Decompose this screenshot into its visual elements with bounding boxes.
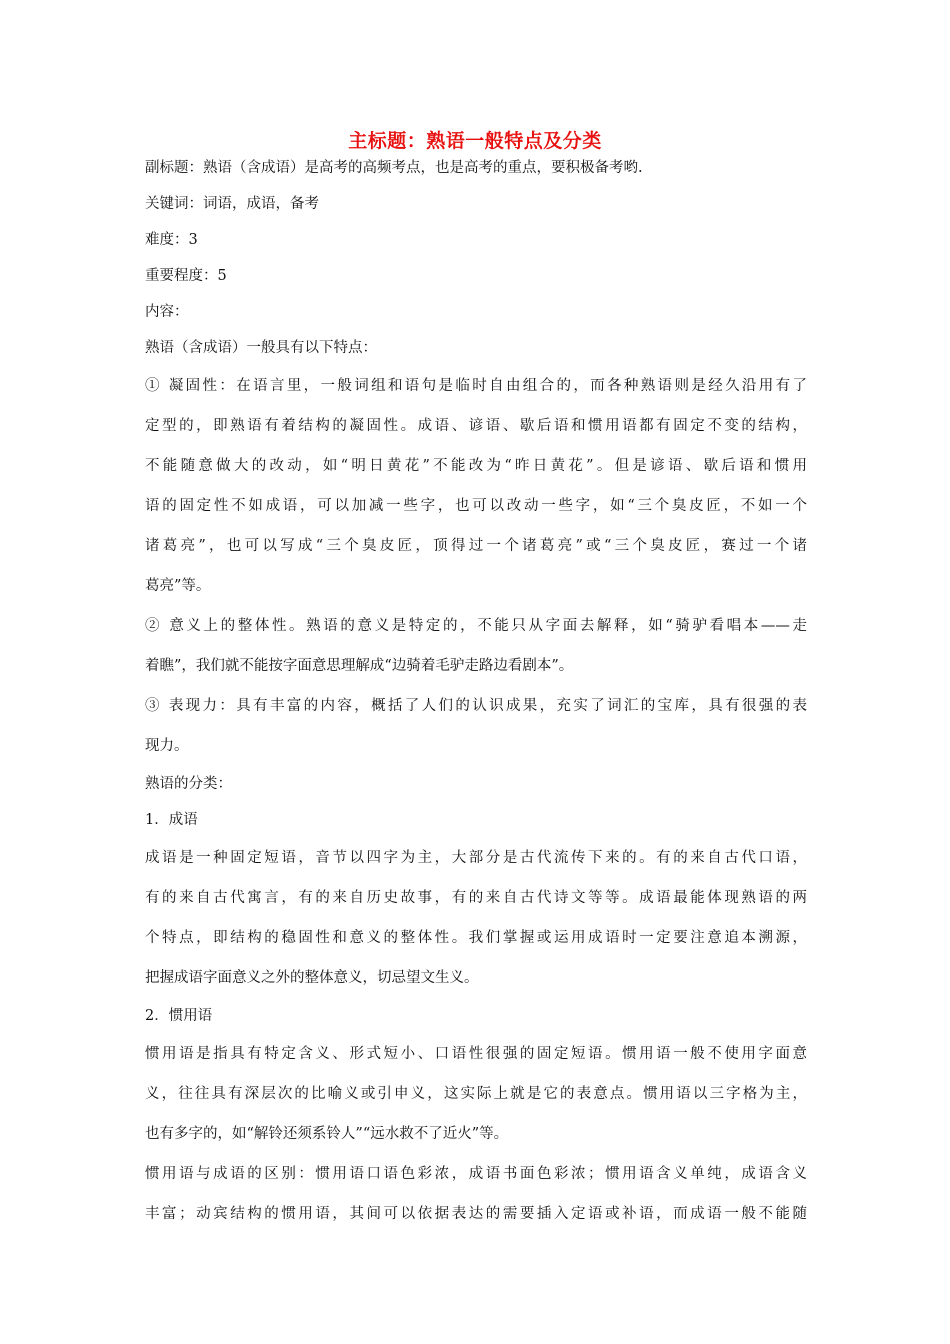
difference-paragraph	[145, 1154, 807, 1234]
feature-paragraph-2	[145, 606, 807, 686]
paragraph-line: 义，往往具有深层次的比喻义或引申义，这实际上就是它的表意点。惯用语以三字格为主，	[145, 1086, 807, 1102]
feature-paragraph-1	[145, 366, 807, 606]
paragraph-line: 葛亮”等。	[145, 578, 211, 594]
paragraph-line: 把握成语字面意义之外的整体意义，切忌望文生义。	[145, 970, 479, 986]
main-title: 主标题：熟语一般特点及分类	[348, 130, 602, 152]
content-label: 内容：	[145, 304, 189, 320]
section-idiomatic-phrases	[145, 998, 807, 1154]
importance: 重要程度：5	[145, 268, 227, 284]
paragraph-line: 个特点，即结构的稳固性和意义的整体性。我们掌握或运用成语时一定要注意追本溯源，	[145, 930, 807, 946]
paragraph-line: ③ 表现力：具有丰富的内容，概括了人们的认识成果，充实了词汇的宝库，具有很强的表	[145, 698, 807, 714]
paragraph-line: 惯用语与成语的区别：惯用语口语色彩浓，成语书面色彩浓；惯用语含义单纯，成语含义	[145, 1166, 807, 1182]
paragraph-line: 诸葛亮”，也可以写成“三个臭皮匠，顶得过一个诸葛亮”或“三个臭皮匠，赛过一个诸	[145, 538, 807, 554]
paragraph-line: ② 意义上的整体性。熟语的意义是特定的，不能只从字面去解释，如“骑驴看唱本——走	[145, 618, 807, 634]
paragraph-line: 成语是一种固定短语，音节以四字为主，大部分是古代流传下来的。有的来自古代口语，	[145, 850, 807, 866]
difficulty: 难度：3	[145, 232, 198, 248]
section-heading: 2．惯用语	[145, 1008, 213, 1024]
paragraph-line: 丰富；动宾结构的惯用语，其间可以依据表达的需要插入定语或补语，而成语一般不能随	[145, 1206, 807, 1222]
section-idioms	[145, 802, 807, 998]
paragraph-line: 惯用语是指具有特定含义、形式短小、口语性很强的固定短语。惯用语一般不使用字面意	[145, 1046, 807, 1062]
paragraph-line: 不能随意做大的改动，如“明日黄花”不能改为“昨日黄花”。但是谚语、歇后语和惯用	[145, 458, 807, 474]
classification-label: 熟语的分类：	[145, 776, 232, 792]
keywords: 关键词：词语，成语，备考	[145, 196, 319, 212]
paragraph-line: 有的来自古代寓言，有的来自历史故事，有的来自古代诗文等等。成语最能体现熟语的两	[145, 890, 807, 906]
paragraph-line: ① 凝固性：在语言里，一般词组和语句是临时自由组合的，而各种熟语则是经久沿用有了	[145, 378, 807, 394]
feature-paragraph-3	[145, 686, 807, 766]
paragraph-line: 语的固定性不如成语，可以加减一些字，也可以改动一些字，如“三个臭皮匠，不如一个	[145, 498, 807, 514]
paragraph-line: 也有多字的，如“解铃还须系铃人”“远水救不了近火”等。	[145, 1126, 509, 1142]
paragraph-line: 现力。	[145, 738, 189, 754]
document-body	[145, 150, 807, 1234]
paragraph-line: 定型的，即熟语有着结构的凝固性。成语、谚语、歇后语和惯用语都有固定不变的结构，	[145, 418, 807, 434]
section-heading: 1．成语	[145, 812, 198, 828]
intro-line: 熟语（含成语）一般具有以下特点：	[145, 340, 377, 356]
paragraph-line: 着瞧”，我们就不能按字面意思理解成“边骑着毛驴走路边看剧本”。	[145, 658, 574, 674]
subtitle: 副标题：熟语（含成语）是高考的高频考点，也是高考的重点，要积极备考哟.	[145, 160, 643, 176]
